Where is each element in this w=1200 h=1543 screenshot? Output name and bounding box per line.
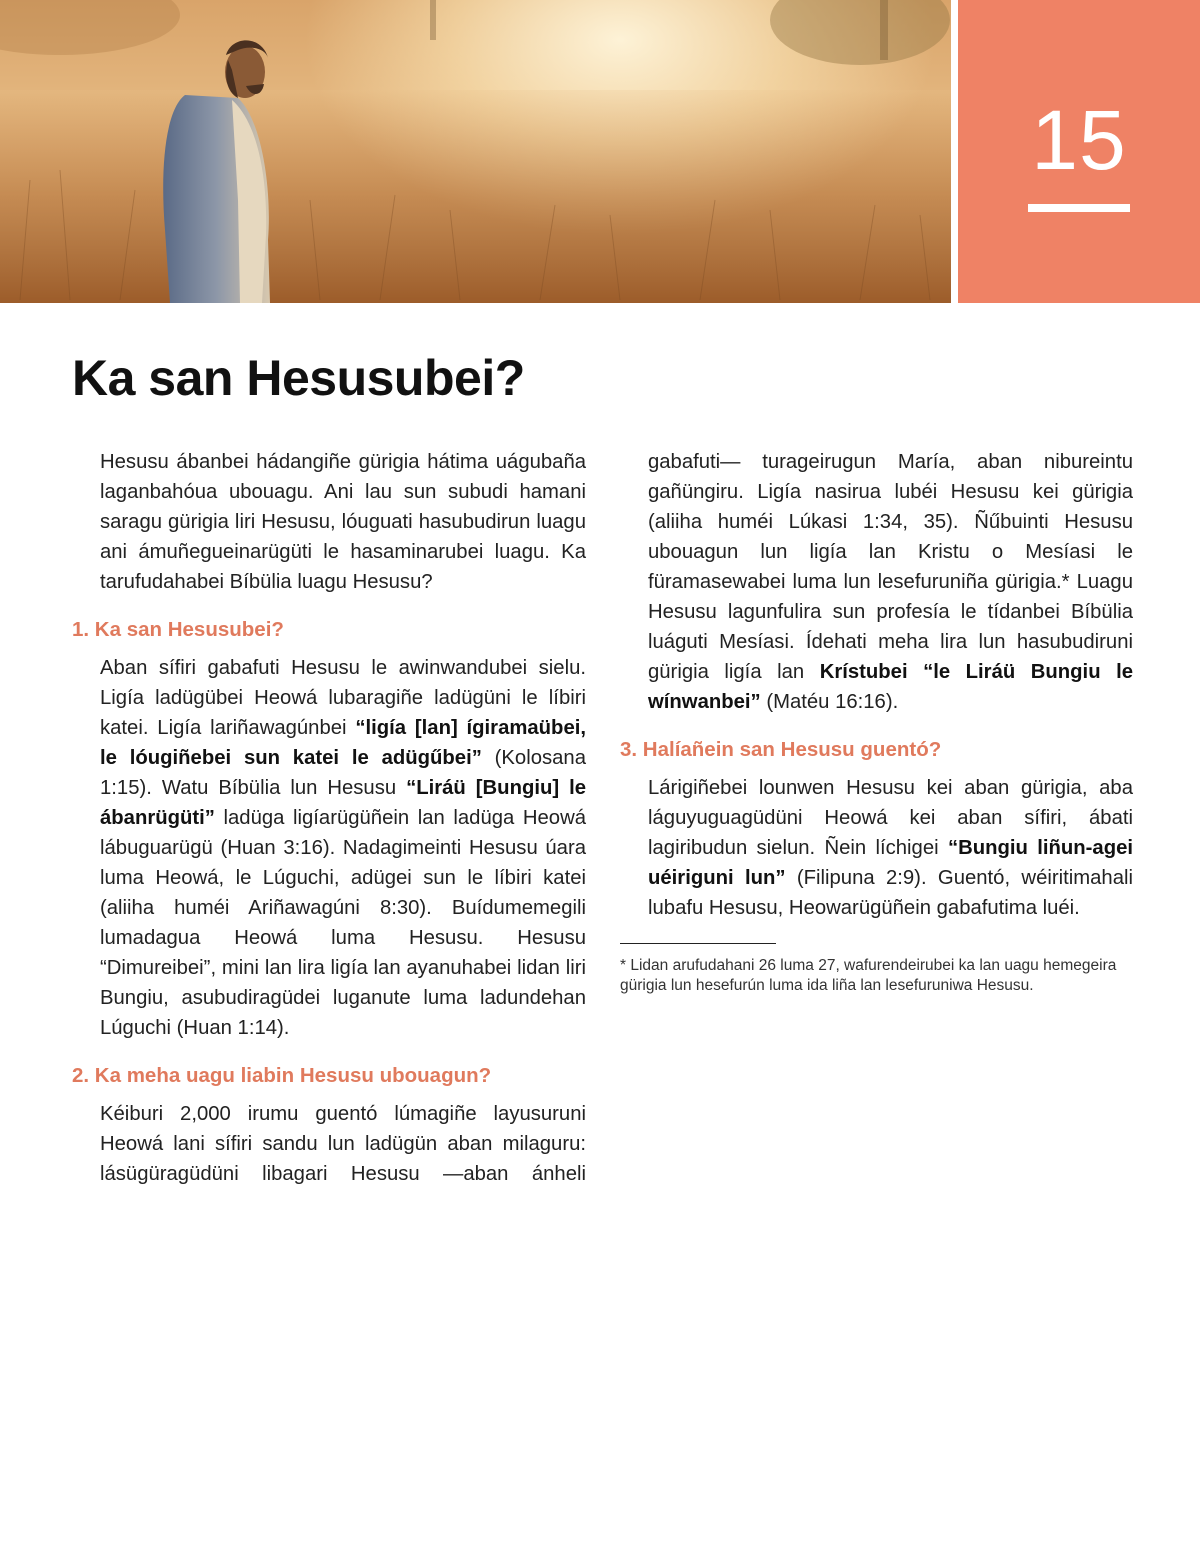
- footnote-divider: [620, 943, 776, 944]
- walking-figure: [163, 40, 270, 303]
- chapter-number: 15: [1031, 93, 1127, 187]
- header-photo: [0, 0, 951, 303]
- footnote: * Lidan arufudahani 26 luma 27, wafurendeirubei ka lan uagu hemegeira gürigia lun hesefurún luma ida liña lan lesefuruniwa Hesusu.: [620, 957, 1117, 994]
- field-scene: [0, 0, 951, 303]
- question-1-heading: 1. Ka san Hesusubei?: [72, 618, 284, 641]
- intro-paragraph: Hesusu ábanbei hádangiñe gürigia hátima uágubaña laganbahóua ubouagu. Ani lau sun subudi hamani saragu gürigia liri Hesusu, lóuguati hasubudirun luagu ani ámuñegueinarügüti le hasaminarubei luagu. Ka tarufudahabei Bíbülia luagu Hesusu?: [100, 451, 586, 593]
- question-2-heading: 2. Ka meha uagu liabin Hesusu ubouagun?: [72, 1064, 492, 1087]
- chapter-badge: [958, 0, 1200, 303]
- question-2-answer: Kéiburi 2,000 irumu guentó lúmagiñe layusuruni Heowá lani sífiri sandu lun ladügün aban milaguru: lásügüragüdüni libagari Hesusu —aban ánheli: [100, 1103, 586, 1185]
- question-2-answer-continued: gabafuti— turageirugun María, aban nibureintu gañüngiru. Ligía nasirua lubéi Hesusu kei gürigia (aliiha huméi Lúkasi 1:34, 35). Ñűbuinti Hesusu ubouagun lun ligía lan Kristu o Mesíasi le füramasewabei luma lun lesefuruniña gürigia.* Luagu Hesusu lagunfulira sun profesía le tídanbei Bíbülia luáguti Mesíasi. Ídehati meha lira lun hasubudiruni gürigia ligía lan Krístubei “le Liráü Bungiu le wínwanbei” (Matéu 16:16).: [648, 451, 1133, 713]
- question-3-answer: Lárigiñebei lounwen Hesusu kei aban gürigia, aba láguyuguagüdüni Heowá kei aban sífiri, ábati lagiribudun sielun. Ñein líchigei “Bungiu liñun-agei uéiriguni lun” (Filipuna 2:9). Guentó, wéiritimahali lubafu Hesusu, Heowarügüñein gabafutima luéi.: [648, 777, 1133, 919]
- left-column: [72, 447, 586, 1189]
- page-title: Ka san Hesusubei?: [72, 350, 525, 406]
- right-column: [620, 447, 1133, 996]
- question-3-heading: 3. Halíañein san Hesusu guentó?: [620, 738, 942, 761]
- chapter-underline: [1028, 204, 1130, 212]
- question-1-answer: Aban sífiri gabafuti Hesusu le awinwandubei sielu. Ligía ladügübei Heowá lubaragiñe ladügüni le líbiri katei. Ligía lariñawagúnbei “ligía [lan] ígiramaübei, le lóugiñebei sun katei le adügűbei” (Kolosana 1:15). Watu Bíbülia lun Hesusu “Liráü [Bungiu] le ábanrügüti” ladüga ligíarügüñein lan ladüga Heowá lábuguarügü (Huan 3:16). Nadagimeinti Hesusu úara luma Heowá, le Lúguchi, adügei sun le líbiri katei (aliiha huméi Ariñawagúni 8:30). Buídumemegili lumadagua Heowá luma Hesusu. Hesusu “Dimureibei”, mini lan lira ligía lan ayanuhabei lidan liri Bungiu, asubudiragüdei luganute luma ladundehan Lúguchi (Huan 1:14).: [100, 657, 586, 1039]
